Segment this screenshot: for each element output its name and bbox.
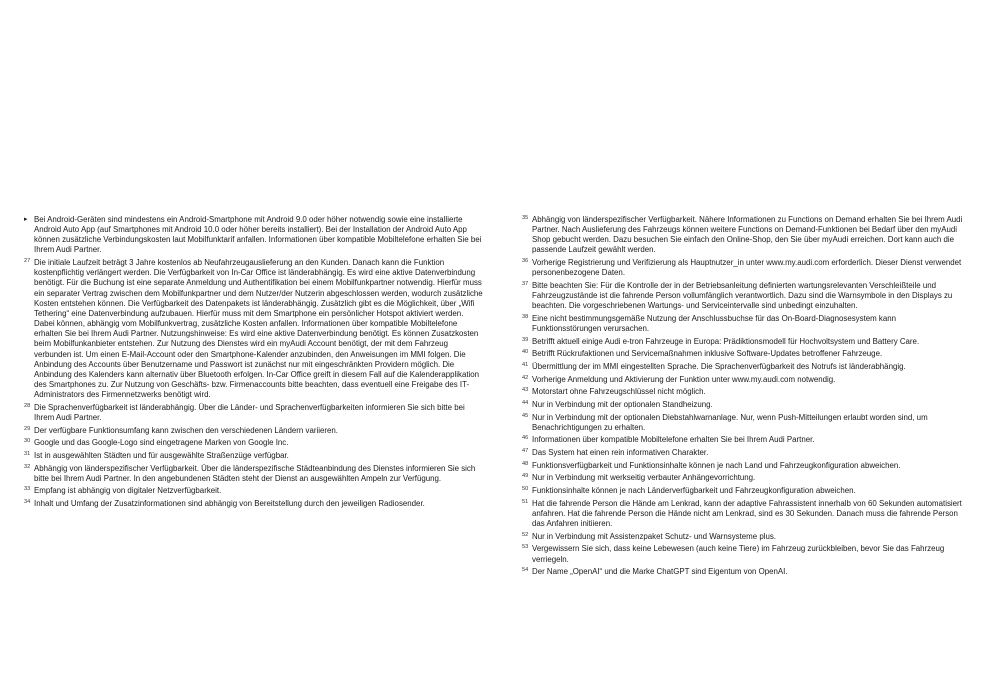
footnote-27 bbox=[24, 258, 484, 400]
footnote-text: Abhängig von länderspezifischer Verfügbarkeit. Nähere Informationen zu Functions on Demand erhalten Sie bei Ihrem Audi Partner. Nach Auslieferung des Fahrzeugs können weitere Functions on Demand-Funktionen bei Bedarf über den myAudi Shop gebucht werden. Dazu besuchen Sie einfach den Online-Shop, den Sie über myAudi erreichen. Dort kann auch die passende Laufzeit gewählt werden. bbox=[532, 215, 963, 255]
footnote-number: 42 bbox=[522, 374, 529, 381]
footnote-text: Nur in Verbindung mit Assistenzpaket Schutz- und Warnsysteme plus. bbox=[532, 531, 776, 541]
footnote-43 bbox=[522, 387, 967, 397]
footnote-29 bbox=[24, 426, 484, 436]
footnote-30 bbox=[24, 438, 484, 448]
footnote-50 bbox=[522, 486, 967, 496]
footnote-number: 39 bbox=[522, 336, 529, 343]
bullet-item-text: Bei Android-Geräten sind mindestens ein Android-Smartphone mit Android 9.0 oder höher notwendig sowie eine installierte Android Auto App (auf Smartphones mit Android 10.0 oder höher bereits installiert). Bei der Installation der Android Auto App können zusätzliche Verbindungskosten laut Mobilfunktarif anfallen. Informationen über kompatible Mobiltelefone erhalten Sie bei Ihrem Audi Partner. bbox=[34, 215, 482, 255]
footnote-48 bbox=[522, 461, 967, 471]
footnote-53 bbox=[522, 544, 967, 564]
footnote-35 bbox=[522, 215, 967, 256]
footnote-text: Bitte beachten Sie: Für die Kontrolle der in der Betriebsanleitung definierten wartungsrelevanten Verschleißteile und Fahrzeugzustände ist die fahrende Person vollumfänglich verantwortlich. Dazu sind die Warnsymbole in den Displays zu beachten. Die vorgeschriebenen Wartungs- und Serviceintervalle sind unbedingt einzuhalten. bbox=[532, 280, 953, 311]
footnote-number: 36 bbox=[522, 258, 529, 265]
right-column bbox=[522, 215, 967, 580]
footnote-42 bbox=[522, 375, 967, 385]
footnote-text: Funktionsverfügbarkeit und Funktionsinhalte können je nach Land und Fahrzeugkonfiguration abweichen. bbox=[532, 460, 901, 470]
footnote-46 bbox=[522, 435, 967, 445]
footnote-37 bbox=[522, 281, 967, 311]
footnote-number: 30 bbox=[24, 438, 31, 445]
footnote-number: 38 bbox=[522, 313, 529, 320]
footnote-41 bbox=[522, 362, 967, 372]
footnote-number: 53 bbox=[522, 544, 529, 551]
footnote-text: Google und das Google-Logo sind eingetragene Marken von Google Inc. bbox=[34, 438, 289, 448]
footnote-text: Informationen über kompatible Mobiltelefone erhalten Sie bei Ihrem Audi Partner. bbox=[532, 435, 815, 445]
footnote-number: 28 bbox=[24, 402, 31, 409]
footnote-number: 51 bbox=[522, 498, 529, 505]
footnote-text: Abhängig von länderspezifischer Verfügbarkeit. Über die länderspezifische Städteanbindung des Dienstes informieren Sie sich bitte bei Ihrem Audi Partner. In den angebundenen Städten steht der Dienst an ausgewählten Ampeln zur Verfügung. bbox=[34, 463, 476, 483]
footnote-text: Motorstart ohne Fahrzeugschlüssel nicht möglich. bbox=[532, 387, 706, 397]
footnote-text: Übermittlung der im MMI eingestellten Sprache. Die Sprachenverfügbarkeit des Notrufs ist länderabhängig. bbox=[532, 362, 906, 372]
footnote-39 bbox=[522, 337, 967, 347]
footnote-number: 31 bbox=[24, 450, 31, 457]
footnote-text: Vorherige Registrierung und Verifizierung als Hauptnutzer_in unter www.my.audi.com erforderlich. Dieser Dienst verwendet personenbezogene Daten. bbox=[532, 258, 962, 278]
footnote-number: 47 bbox=[522, 448, 529, 455]
footnote-number: 40 bbox=[522, 349, 529, 356]
footnote-number: 49 bbox=[522, 473, 529, 480]
footnote-number: 45 bbox=[522, 412, 529, 419]
footnote-text: Vergewissern Sie sich, dass keine Lebewesen (auch keine Tiere) im Fahrzeug zurückbleiben, bevor Sie das Fahrzeug verriegeln. bbox=[532, 544, 945, 564]
footnote-number: 43 bbox=[522, 387, 529, 394]
footnote-number: 34 bbox=[24, 499, 31, 506]
left-column bbox=[24, 215, 484, 512]
footnote-number: 37 bbox=[522, 280, 529, 287]
footnote-51 bbox=[522, 499, 967, 529]
footnote-text: Hat die fahrende Person die Hände am Lenkrad, kann der adaptive Fahrassistent innerhalb von 60 Sekunden automatisiert anfahren. Hat die fahrende Person die Hände nicht am Lenkrad, sind es 30 Sekunden. Danach muss die fahrende Person das Anfahren initiieren. bbox=[532, 498, 962, 529]
footnote-text: Das System hat einen rein informativen Charakter. bbox=[532, 448, 709, 458]
footnote-number: 27 bbox=[24, 258, 31, 265]
footnote-number: 35 bbox=[522, 215, 529, 221]
footnote-number: 48 bbox=[522, 460, 529, 467]
footnote-text: Nur in Verbindung mit werkseitig verbauter Anhängevorrichtung. bbox=[532, 473, 756, 483]
footnote-number: 52 bbox=[522, 531, 529, 538]
footnote-38 bbox=[522, 314, 967, 334]
footnote-number: 54 bbox=[522, 567, 529, 574]
footnote-text: Eine nicht bestimmungsgemäße Nutzung der Anschlussbuchse für das On-Board-Diagnosesystem kann Funktionsstörungen verursachen. bbox=[532, 313, 897, 334]
footnote-33 bbox=[24, 486, 484, 496]
footnote-number: 41 bbox=[522, 362, 529, 369]
footnote-text: Der Name „OpenAI“ und die Marke ChatGPT sind Eigentum von OpenAI. bbox=[532, 567, 788, 577]
footnote-49 bbox=[522, 473, 967, 483]
footnote-28 bbox=[24, 403, 484, 423]
footnote-text: Empfang ist abhängig von digitaler Netzverfügbarkeit. bbox=[34, 486, 222, 496]
footnote-number: 46 bbox=[522, 435, 529, 442]
footnote-44 bbox=[522, 400, 967, 410]
footnote-text: Betrifft Rückrufaktionen und Servicemaßnahmen inklusive Software-Updates betroffener Fahrzeuge. bbox=[532, 349, 883, 359]
footnote-32 bbox=[24, 464, 484, 484]
footnote-text: Inhalt und Umfang der Zusatzinformationen sind abhängig von Bereitstellung durch den jeweiligen Radiosender. bbox=[34, 499, 425, 509]
footnote-47 bbox=[522, 448, 967, 458]
footnote-number: 50 bbox=[522, 486, 529, 493]
footnote-text: Der verfügbare Funktionsumfang kann zwischen den verschiedenen Ländern variieren. bbox=[34, 425, 338, 435]
footnote-54 bbox=[522, 567, 967, 577]
footnote-text: Betrifft aktuell einige Audi e-tron Fahrzeuge in Europa: Prädiktionsmodell für Hochvoltsystem und Battery Care. bbox=[532, 336, 920, 346]
footnote-text: Die initiale Laufzeit beträgt 3 Jahre kostenlos ab Neufahrzeugauslieferung an den Kunden. Danach kann die Funktion kostenpflichtig verlängert werden. Die Verfügbarkeit von In-Car Office ist länderabhängig. Es wird eine aktive Datenverbindung benötigt. Für die Buchung ist eine separate Anmeldung und Authentifikation bei einem Mobilfunkpartner notwendig. Hierfür muss ein separater Vertrag zwischen dem Mobilfunkpartner und dem Nutzer/der Nutzerin abgeschlossen werden, wodurch zusätzliche Kosten entstehen können. Die Verfügbarkeit des Datenpakets ist länderabhängig. Zusätzlich gibt es die Möglichkeit, über „Wifi Tethering“ eine Datenverbindung aufzubauen. Hierfür muss mit dem Smartphone ein persönlicher Hotspot aktiviert werden. Dabei können, abhängig vom Mobilfunkvertrag, zusätzliche Kosten anfallen. Informationen über kompatible Mobiltelefone erhalten Sie bei Ihrem Audi Partner. Nutzungshinweise: Es wird eine aktive Datenverbindung benötigt. Es können Zusatzkosten beim Mobilfunkanbieter entstehen. Zur Nutzung des Dienstes wird ein myAudi Account benötigt, der mit dem Fahrzeug verbunden ist. Um einen E-Mail-Account oder den Smartphone-Kalender anzubinden, den Anweisungen im MMI folgen. Die Anbindung des Accounts über Benutzername und Passwort ist zunächst nur mit eingeschränkten Providern möglich. Die Anbindung des Kalenders kann alternativ über Bluetooth erfolgen. In-Car Office greift in diesem Fall auf die Kalenderapplikation des Smartphones zu. Zur Nutzung von Geschäfts- bzw. Firmenaccounts bitte beachten, dass eventuell eine Freigabe des IT-Administrators des Firmennetzwerks benötigt wird. bbox=[34, 258, 483, 400]
footnote-text: Nur in Verbindung mit der optionalen Diebstahlwarnanlage. Nur, wenn Push-Mitteilungen erlaubt worden sind, um Benachrichtigungen zu erhalten. bbox=[532, 412, 928, 432]
footnote-34 bbox=[24, 499, 484, 509]
footnote-text: Nur in Verbindung mit der optionalen Standheizung. bbox=[532, 400, 713, 409]
footnote-45 bbox=[522, 413, 967, 433]
footnote-number: 32 bbox=[24, 463, 31, 470]
footnote-36 bbox=[522, 258, 967, 278]
footnote-text: Funktionsinhalte können je nach Länderverfügbarkeit und Fahrzeugkonfiguration abweichen. bbox=[532, 486, 856, 496]
footnote-number: 33 bbox=[24, 486, 31, 493]
bullet-item-android bbox=[24, 215, 484, 256]
footnote-text: Die Sprachenverfügbarkeit ist länderabhängig. Über die Länder- und Sprachenverfügbarkeiten informieren Sie sich bitte bei Ihrem Audi Partner. bbox=[34, 402, 465, 422]
triangle-bullet-icon: ▸ bbox=[24, 216, 28, 223]
footnote-31 bbox=[24, 451, 484, 461]
footnote-text: Ist in ausgewählten Städten und für ausgewählte Straßenzüge verfügbar. bbox=[34, 450, 289, 460]
footnote-number: 29 bbox=[24, 425, 31, 432]
footnote-number: 44 bbox=[522, 400, 529, 406]
footnote-40 bbox=[522, 349, 967, 359]
footnote-text: Vorherige Anmeldung und Aktivierung der Funktion unter www.my.audi.com notwendig. bbox=[532, 374, 836, 384]
footnote-52 bbox=[522, 532, 967, 542]
